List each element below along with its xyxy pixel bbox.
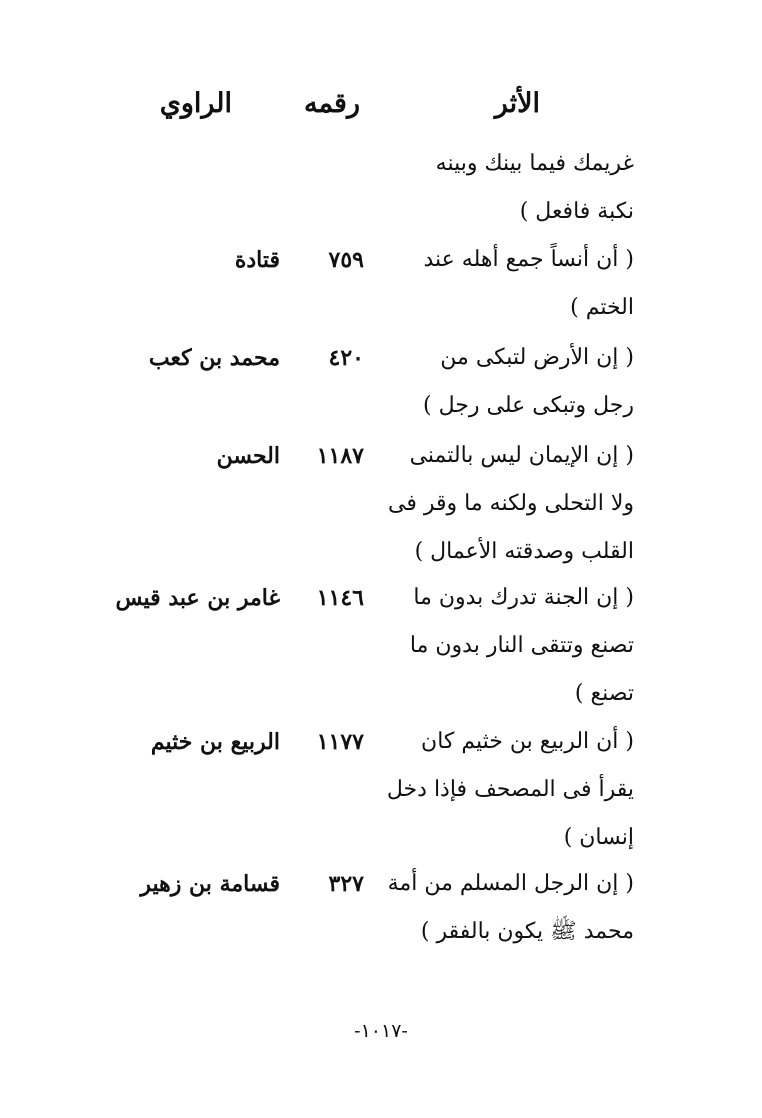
entry-text	[374, 860, 634, 956]
entry-number: ١١٨٧	[316, 443, 364, 469]
entry-text	[374, 432, 634, 576]
entry-narrator: محمد بن كعب	[148, 345, 280, 371]
entry-narrator: قتادة	[234, 247, 280, 273]
entry-text	[374, 236, 634, 332]
entry-text	[374, 140, 634, 236]
column-headers	[0, 84, 762, 128]
entry-narrator: قسامة بن زهير	[140, 871, 280, 897]
header-number: رقمه	[303, 88, 360, 119]
entry-text-line: غريمك فيما بينك وبينه	[435, 151, 634, 176]
entry-number: ٤٢٠	[328, 345, 364, 371]
entry-text-line: يقرأ فى المصحف فإذا دخل	[386, 777, 634, 802]
entry-narrator: الربيع بن خثيم	[150, 729, 280, 755]
entry-text-line: ( أن أنساً جمع أهله عند	[423, 247, 634, 272]
entry-text-line: الختم )	[570, 295, 634, 320]
entry-text-line: ( إن الرجل المسلم من أمة	[387, 871, 634, 896]
entry-narrator: غامر بن عبد قيس	[115, 585, 280, 611]
entry-text-line: ( أن الربيع بن خثيم كان	[421, 729, 634, 754]
entry-narrator: الحسن	[216, 443, 280, 469]
entry-number: ١١٧٧	[316, 729, 364, 755]
header-athar: الأثر	[494, 88, 540, 119]
entry-number: ١١٤٦	[316, 585, 364, 611]
entry-text-line: إنسان )	[563, 825, 634, 850]
entry-number: ٣٢٧	[328, 871, 364, 897]
entry-text-line: ( إن الجنة تدرك بدون ما	[413, 585, 634, 610]
entry-text-line: ( إن الأرض لتبكى من	[440, 345, 634, 370]
entry-text-line: القلب وصدقته الأعمال )	[414, 539, 634, 564]
header-narrator: الراوي	[159, 88, 232, 119]
entry-text-line: نكبة فافعل )	[519, 199, 634, 224]
entry-number: ٧٥٩	[328, 247, 364, 273]
entry-text-line: ( إن الإيمان ليس بالتمنى	[409, 443, 634, 468]
entry-text-line: تصنع )	[574, 681, 634, 706]
entry-text	[374, 334, 634, 430]
entry-text-line: محمد ﷺ يكون بالفقر )	[420, 919, 634, 944]
page-number: -١٠١٧-	[354, 1020, 408, 1042]
entry-text	[374, 574, 634, 718]
entry-text	[374, 718, 634, 862]
entry-text-line: ولا التحلى ولكنه ما وقر فى	[388, 491, 634, 516]
entry-text-line: تصنع وتتقى النار بدون ما	[409, 633, 634, 658]
entry-text-line: رجل وتبكى على رجل )	[423, 393, 634, 418]
